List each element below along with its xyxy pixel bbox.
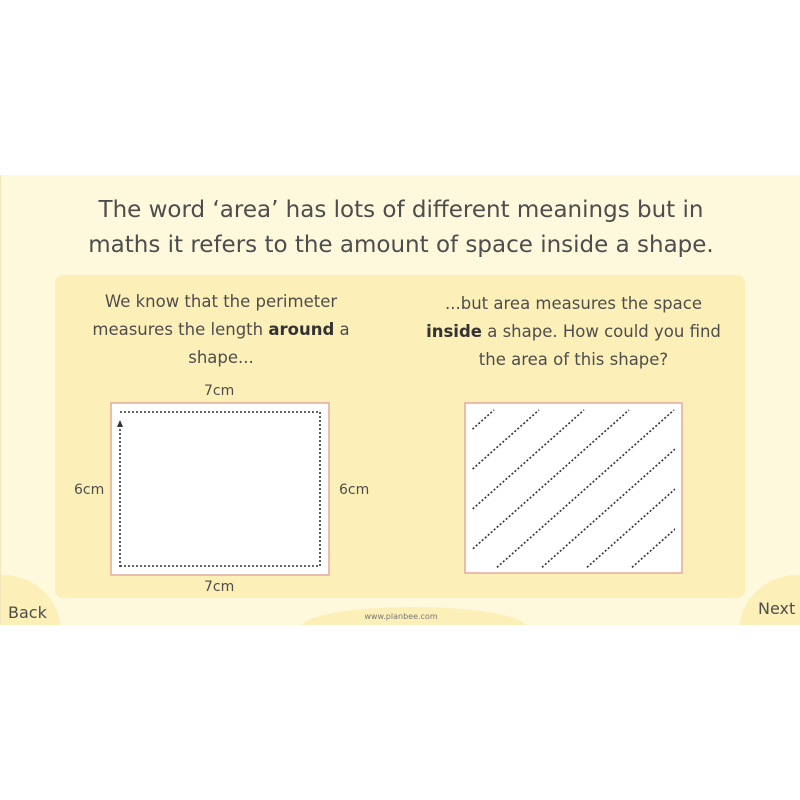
perimeter-rectangle — [110, 402, 330, 576]
area-rectangle — [464, 402, 683, 574]
back-button[interactable]: Back — [8, 603, 47, 622]
perimeter-text: We know that the perimeter measures the length — [92, 292, 338, 339]
rectangle-outline — [111, 403, 329, 575]
dimension-bottom: 7cm — [204, 579, 235, 595]
area-bold-word: inside — [426, 322, 482, 341]
slide-heading — [41, 193, 761, 263]
next-button[interactable]: Next — [758, 599, 796, 618]
area-rectangle-outline — [465, 403, 682, 573]
dimension-top: 7cm — [204, 383, 235, 399]
footer-url: www.planbee.com — [364, 612, 438, 621]
dimension-right: 6cm — [339, 482, 370, 498]
area-text: ...but area measures the space — [445, 294, 702, 313]
perimeter-bold-word: around — [268, 320, 335, 339]
area-text-end: a shape. How could you find the area of this shape? — [478, 322, 721, 369]
perimeter-description — [76, 288, 366, 372]
dimension-left: 6cm — [74, 482, 105, 498]
slide — [0, 175, 800, 625]
area-description — [421, 290, 726, 374]
perimeter-text-end: a shape... — [188, 320, 350, 367]
heading-line-1: The word ‘area’ has lots of different meanings but in — [98, 197, 704, 223]
heading-line-2: maths it refers to the amount of space inside a shape. — [88, 232, 714, 258]
